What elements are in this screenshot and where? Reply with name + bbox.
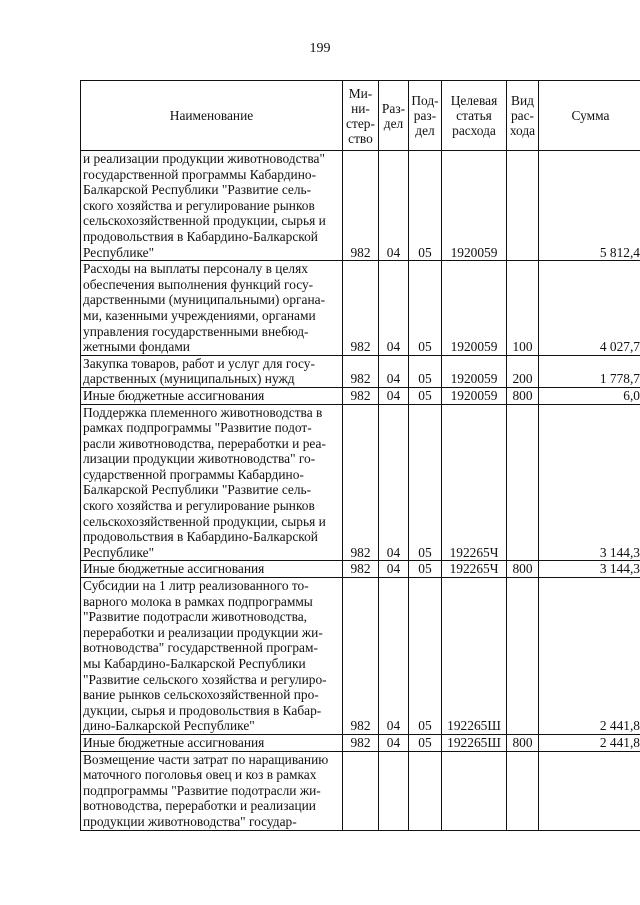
row-exp-type-cell — [507, 151, 539, 261]
row-name-line: "Развитие сельского хозяйства и регулиро- — [83, 671, 327, 687]
header-exp-type-line: хода — [509, 123, 536, 138]
row-ministry-cell: 982 — [343, 561, 379, 578]
header-subsection — [409, 81, 442, 151]
table-row — [81, 151, 640, 261]
row-name-line: управления государственными внебюд- — [83, 323, 309, 339]
row-name-line: переработки и реализации продукции жи- — [83, 624, 323, 640]
row-exp-type-cell: 100 — [507, 261, 539, 356]
row-subsection-cell: 05 — [409, 387, 442, 404]
row-exp-type-cell: 800 — [507, 734, 539, 751]
header-sum: Сумма — [539, 81, 640, 151]
row-name-line: Расходы на выплаты персоналу в целях — [83, 261, 308, 277]
row-sum-cell: 2 441,8 — [539, 578, 640, 735]
table-row — [81, 734, 640, 751]
row-subsection-cell: 05 — [409, 578, 442, 735]
row-exp-type-cell — [507, 751, 539, 830]
page-number: 199 — [309, 41, 331, 56]
row-name-line: варного молока в рамках подпрограммы — [83, 593, 313, 609]
row-section-cell: 04 — [379, 404, 409, 561]
row-sum-cell: 3 144,3 — [539, 561, 640, 578]
row-name-line: маточного поголовья овец и коз в рамках — [83, 767, 317, 783]
row-name-line: вотноводства, переработки и реализации — [83, 798, 316, 814]
row-name-line: дарственными (муниципальными) органа- — [83, 292, 326, 308]
row-name-line: лизации продукции животноводства" го- — [83, 451, 316, 467]
row-target-cell: 1920059 — [442, 261, 507, 356]
header-section — [379, 81, 409, 151]
table-row — [81, 355, 640, 387]
row-name-line: дукции, сырья и продовольствия в Кабар- — [83, 702, 322, 718]
header-ministry — [343, 81, 379, 151]
row-subsection-cell: 05 — [409, 261, 442, 356]
row-name-line: дино-Балкарской Республике" — [83, 718, 255, 734]
header-target-line: Целевая — [450, 93, 498, 108]
row-name-cell — [81, 387, 343, 404]
row-section-cell: 04 — [379, 355, 409, 387]
row-subsection-cell: 05 — [409, 355, 442, 387]
header-subsection-line: Под- — [411, 93, 439, 108]
row-name-line: подпрограммы "Развитие подотрасли жи- — [83, 782, 321, 798]
row-ministry-cell: 982 — [343, 578, 379, 735]
row-name-line: "Развитие подотрасли животноводства, — [83, 609, 308, 625]
header-ministry-line: стер- — [346, 115, 375, 131]
header-ministry-line: ство — [348, 130, 373, 146]
row-exp-type-cell: 200 — [507, 355, 539, 387]
row-target-cell: 1920059 — [442, 151, 507, 261]
row-name-cell — [81, 404, 343, 561]
row-name-line: дарственных (муниципальных) нужд — [83, 371, 295, 387]
row-ministry-cell: 982 — [343, 404, 379, 561]
row-name-line: обеспечения выполнения функций госу- — [83, 276, 314, 292]
row-exp-type-cell — [507, 578, 539, 735]
row-target-cell: 192265Ч — [442, 404, 507, 561]
row-subsection-cell: 05 — [409, 734, 442, 751]
row-sum-cell — [539, 751, 640, 830]
row-name-line: ского хозяйства и регулирование рынков — [83, 197, 315, 213]
row-ministry-cell: 982 — [343, 261, 379, 356]
row-name-line: Возмещение части затрат по наращиванию — [83, 751, 329, 767]
row-name-cell — [81, 561, 343, 578]
row-name-line: продукции животноводства" государ- — [83, 813, 297, 829]
row-name-line: расли животноводства, переработки и реа- — [83, 435, 326, 451]
header-subsection-line: раз- — [413, 108, 437, 123]
table-row — [81, 561, 640, 578]
row-name-cell — [81, 151, 343, 261]
row-name-line: мы Кабардино-Балкарской Республики — [83, 656, 306, 671]
row-name-line: жетными фондами — [83, 339, 190, 355]
header-exp-type-line: рас- — [510, 108, 535, 123]
row-name-line: вотноводства" государственной програм- — [83, 640, 318, 656]
row-name-line: продовольствия в Кабардино-Балкарской — [83, 529, 318, 545]
row-name-cell — [81, 734, 343, 751]
row-section-cell: 04 — [379, 151, 409, 261]
header-exp-type-line: Вид — [511, 93, 534, 108]
row-name-line: сельскохозяйственной продукции, сырья и — [83, 213, 326, 229]
row-name-line: Субсидии на 1 литр реализованного то- — [83, 578, 309, 594]
row-name-line: Республике" — [83, 244, 155, 260]
row-exp-type-cell: 800 — [507, 561, 539, 578]
row-sum-cell: 2 441,8 — [539, 734, 640, 751]
row-section-cell — [379, 751, 409, 830]
row-section-cell: 04 — [379, 261, 409, 356]
row-sum-cell: 6,0 — [539, 387, 640, 404]
row-section-cell: 04 — [379, 561, 409, 578]
row-name-line: сударственной программы Кабардино- — [83, 466, 304, 482]
header-target-line: расхода — [452, 123, 496, 138]
header-exp-type — [507, 81, 539, 151]
table-header-row — [81, 81, 640, 151]
row-ministry-cell: 982 — [343, 151, 379, 261]
row-name-cell — [81, 578, 343, 735]
header-target-line: статья — [456, 108, 492, 123]
row-target-cell: 1920059 — [442, 387, 507, 404]
row-ministry-cell: 982 — [343, 387, 379, 404]
row-name-line: Иные бюджетные ассигнования — [83, 387, 265, 403]
header-section-line: Раз- — [381, 100, 406, 116]
row-sum-cell: 1 778,7 — [539, 355, 640, 387]
row-subsection-cell: 05 — [409, 151, 442, 261]
budget-table — [80, 80, 640, 831]
row-target-cell: 1920059 — [442, 355, 507, 387]
row-name-line: Балкарской Республики "Развитие сель- — [83, 482, 312, 498]
row-name-cell — [81, 355, 343, 387]
row-target-cell: 192265Ш — [442, 578, 507, 735]
row-name-line: ского хозяйства и регулирование рынков — [83, 498, 315, 514]
row-name-line: Иные бюджетные ассигнования — [83, 734, 265, 750]
row-target-cell: 192265Ч — [442, 561, 507, 578]
row-subsection-cell: 05 — [409, 561, 442, 578]
row-name-line: Балкарской Республики "Развитие сель- — [83, 182, 312, 198]
table-row — [81, 751, 640, 830]
row-exp-type-cell — [507, 404, 539, 561]
row-ministry-cell: 982 — [343, 734, 379, 751]
row-ministry-cell — [343, 751, 379, 830]
row-exp-type-cell: 800 — [507, 387, 539, 404]
table-row — [81, 404, 640, 561]
row-section-cell: 04 — [379, 387, 409, 404]
row-name-line: Закупка товаров, работ и услуг для госу- — [83, 355, 315, 371]
row-name-line: сельскохозяйственной продукции, сырья и — [83, 513, 326, 529]
row-target-cell — [442, 751, 507, 830]
row-subsection-cell: 05 — [409, 404, 442, 561]
row-section-cell: 04 — [379, 734, 409, 751]
row-name-line: Республике" — [83, 544, 155, 560]
row-name-line: продовольствия в Кабардино-Балкарской — [83, 228, 318, 244]
row-name-cell — [81, 261, 343, 356]
row-sum-cell: 4 027,7 — [539, 261, 640, 356]
row-name-line: вание рынков сельскохозяйственной про- — [83, 687, 319, 703]
row-target-cell: 192265Ш — [442, 734, 507, 751]
row-ministry-cell: 982 — [343, 355, 379, 387]
row-name-cell — [81, 751, 343, 830]
table-body — [81, 151, 640, 831]
table-row — [81, 261, 640, 356]
header-section-line: дел — [383, 115, 404, 131]
table-row — [81, 387, 640, 404]
row-name-line: ми, казенными учреждениями, органами — [83, 307, 316, 323]
header-target — [442, 81, 507, 151]
row-subsection-cell — [409, 751, 442, 830]
row-name-line: Поддержка племенного животноводства в — [83, 404, 323, 420]
header-ministry-line: ни- — [351, 100, 370, 116]
row-name-line: рамках подпрограммы "Развитие подот- — [83, 420, 312, 436]
header-subsection-line: дел — [415, 123, 435, 138]
row-name-line: государственной программы Кабардино- — [83, 166, 317, 182]
header-name: Наименование — [81, 81, 343, 151]
row-name-line: Иные бюджетные ассигнования — [83, 561, 265, 577]
row-sum-cell: 3 144,3 — [539, 404, 640, 561]
row-name-line: и реализации продукции животноводства" — [83, 151, 325, 166]
table-row — [81, 578, 640, 735]
header-ministry-line: Ми- — [348, 85, 373, 101]
row-section-cell: 04 — [379, 578, 409, 735]
row-sum-cell: 5 812,4 — [539, 151, 640, 261]
